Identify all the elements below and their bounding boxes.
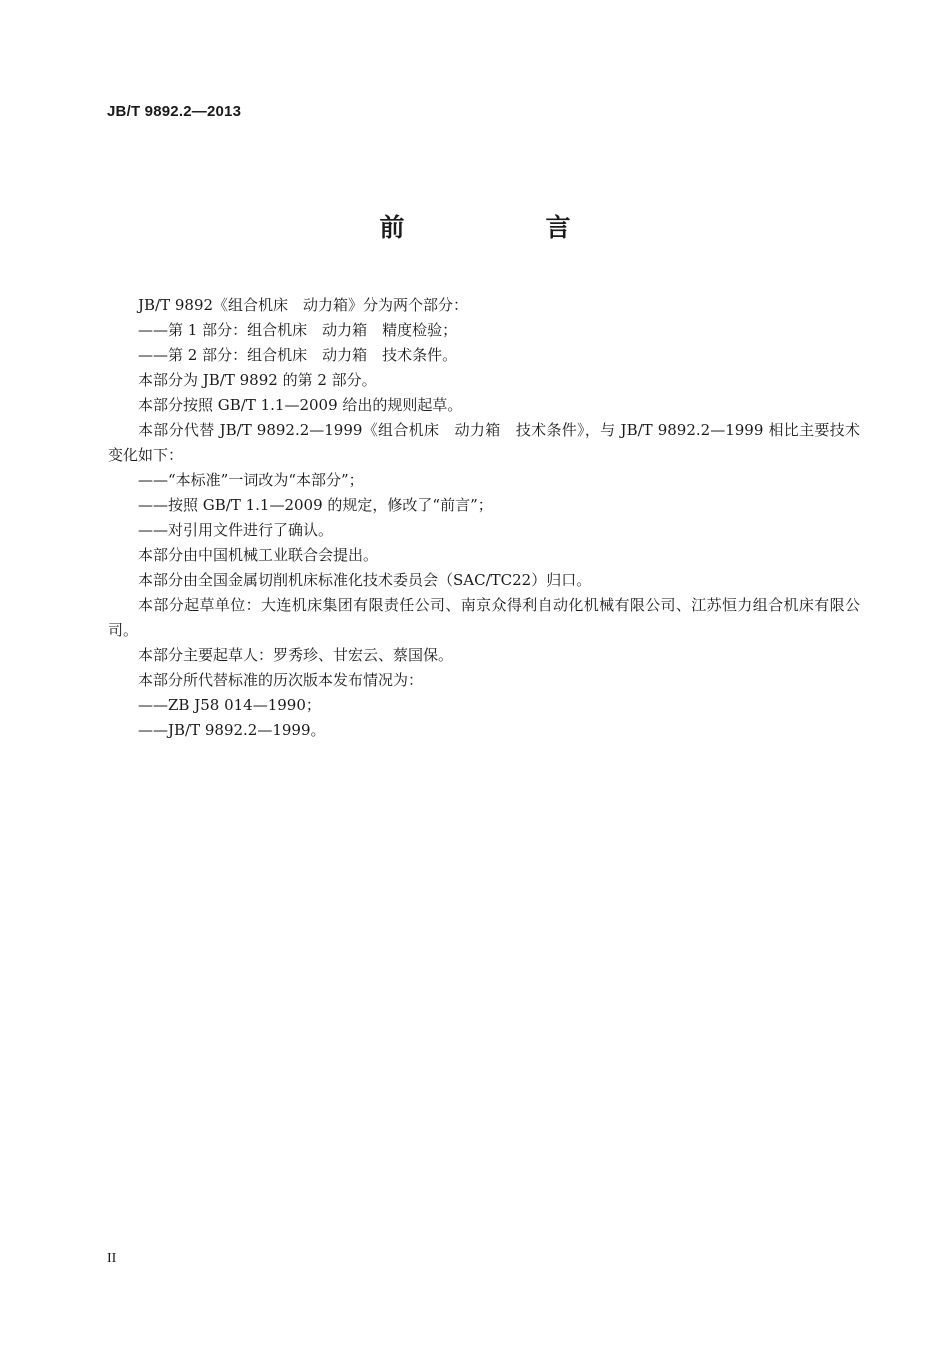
list-item: ——JB/T 9892.2—1999。	[138, 721, 326, 739]
list-item: ——ZB J58 014—1990；	[138, 696, 321, 714]
paragraph: 本部分所代替标准的历次版本发布情况为：	[138, 671, 424, 689]
page-number: II	[107, 1251, 117, 1266]
list-item: ——第 2 部分：组合机床 动力箱 技术条件。	[138, 346, 458, 364]
paragraph: 本部分由中国机械工业联合会提出。	[138, 546, 379, 564]
paragraph: JB/T 9892《组合机床 动力箱》分为两个部分：	[138, 296, 469, 314]
document-code: JB/T 9892.2—2013	[107, 103, 242, 120]
paragraph: 本部分主要起草人：罗秀珍、甘宏云、蔡国保。	[138, 646, 454, 664]
paragraph: 本部分起草单位：大连机床集团有限责任公司、南京众得利自动化机械有限公司、江苏恒力组合机床有限公司。	[108, 596, 860, 639]
paragraph: 本部分代替 JB/T 9892.2—1999《组合机床 动力箱 技术条件》，与 JB/T 9892.2—1999 相比主要技术变化如下：	[108, 421, 860, 464]
foreword-body	[108, 293, 860, 743]
list-item: ——第 1 部分：组合机床 动力箱 精度检验；	[138, 321, 458, 339]
paragraph: 本部分为 JB/T 9892 的第 2 部分。	[138, 371, 377, 389]
list-item: ——“本标准”一词改为“本部分”；	[138, 471, 364, 489]
list-item: ——对引用文件进行了确认。	[138, 521, 334, 539]
list-item: ——按照 GB/T 1.1—2009 的规定，修改了“前言”；	[138, 496, 493, 514]
paragraph: 本部分按照 GB/T 1.1—2009 给出的规则起草。	[138, 396, 463, 414]
paragraph: 本部分由全国金属切削机床标准化技术委员会（SAC/TC22）归口。	[138, 571, 592, 589]
page-title: 前 言	[379, 213, 629, 242]
